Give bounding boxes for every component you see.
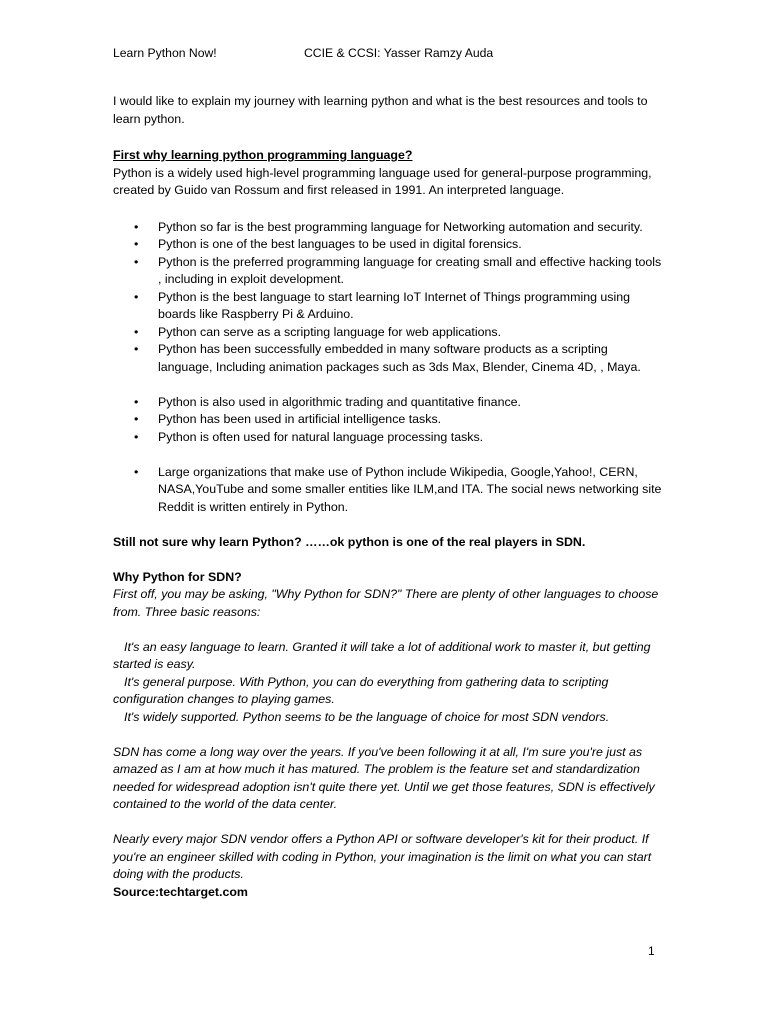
document-page [113,45,663,901]
intro-paragraph: I would like to explain my journey with learning python and what is the best resources and tools to learn python. [113,94,648,126]
python-description: Python is a widely used high-level programming language used for general-purpose programming, created by Guido van Rossum and first released in 1991. An interpreted language. [113,165,652,197]
list-item: • Python can serve as a scripting language for web applications. [113,324,663,342]
sdn-paragraph-1: SDN has come a long way over the years. If you've been following it at all, I'm sure you're just as amazed as I am at how much it has matured. The problem is the feature set and standardization needed for widespread adoption isn't quite there yet. Until we get those features, SDN is effectively contained to the world of the data center. [113,744,655,811]
list-item: • Python is often used for natural language processing tasks. [113,429,663,447]
sdn-reason-3: It's widely supported. Python seems to be the language of choice for most SDN vendors. [124,709,610,724]
list-item: • Python is also used in algorithmic trading and quantitative finance. [113,394,663,412]
bullet-list-3 [113,464,663,517]
list-item: • Python is the best language to start learning IoT Internet of Things programming using boards like Raspberry Pi & Arduino. [113,289,663,324]
list-item: • Python has been used in artificial intelligence tasks. [113,411,663,429]
list-item: • Python has been successfully embedded in many software products as a scripting language, Including animation packages such as 3ds Max, Blender, Cinema 4D, , Maya. [113,341,663,376]
list-item: • Python is one of the best languages to be used in digital forensics. [113,236,663,254]
section-heading-why-python: First why learning python programming language? [113,148,413,162]
bullet-list-1 [113,219,663,377]
still-not-sure-line: Still not sure why learn Python? ……ok python is one of the real players in SDN. [113,534,586,549]
list-item: • Python so far is the best programming language for Networking automation and security. [113,219,663,237]
sdn-reason-2: It's general purpose. With Python, you can do everything from gathering data to scripting configuration changes to playing games. [113,674,609,706]
sdn-paragraph-2: Nearly every major SDN vendor offers a Python API or software developer's kit for their product. If you're an engineer skilled with coding in Python, your imagination is the limit on what you can start doing with the products. [113,832,652,881]
source-line: Source:techtarget.com [113,884,248,899]
sdn-reason-1: It's an easy language to learn. Granted it will take a lot of additional work to master it, but getting started is easy. [113,639,651,671]
bullet-list-2 [113,394,663,447]
list-item: • Python is the preferred programming language for creating small and effective hacking tools , including in exploit development. [113,254,663,289]
section-heading-sdn: Why Python for SDN? [113,569,242,584]
sdn-intro: First off, you may be asking, "Why Python for SDN?" There are plenty of other languages to choose from. Three basic reasons: [113,587,659,619]
header-title: Learn Python Now! [113,46,217,60]
page-number: 1 [648,944,655,958]
page-header [113,45,663,63]
list-item: • Large organizations that make use of Python include Wikipedia, Google,Yahoo!, CERN, NASA,YouTube and some smaller entities like ILM,and ITA. The social news networking site Reddit is written entirely in Python. [113,464,663,517]
header-author: CCIE & CCSI: Yasser Ramzy Auda [304,46,494,60]
